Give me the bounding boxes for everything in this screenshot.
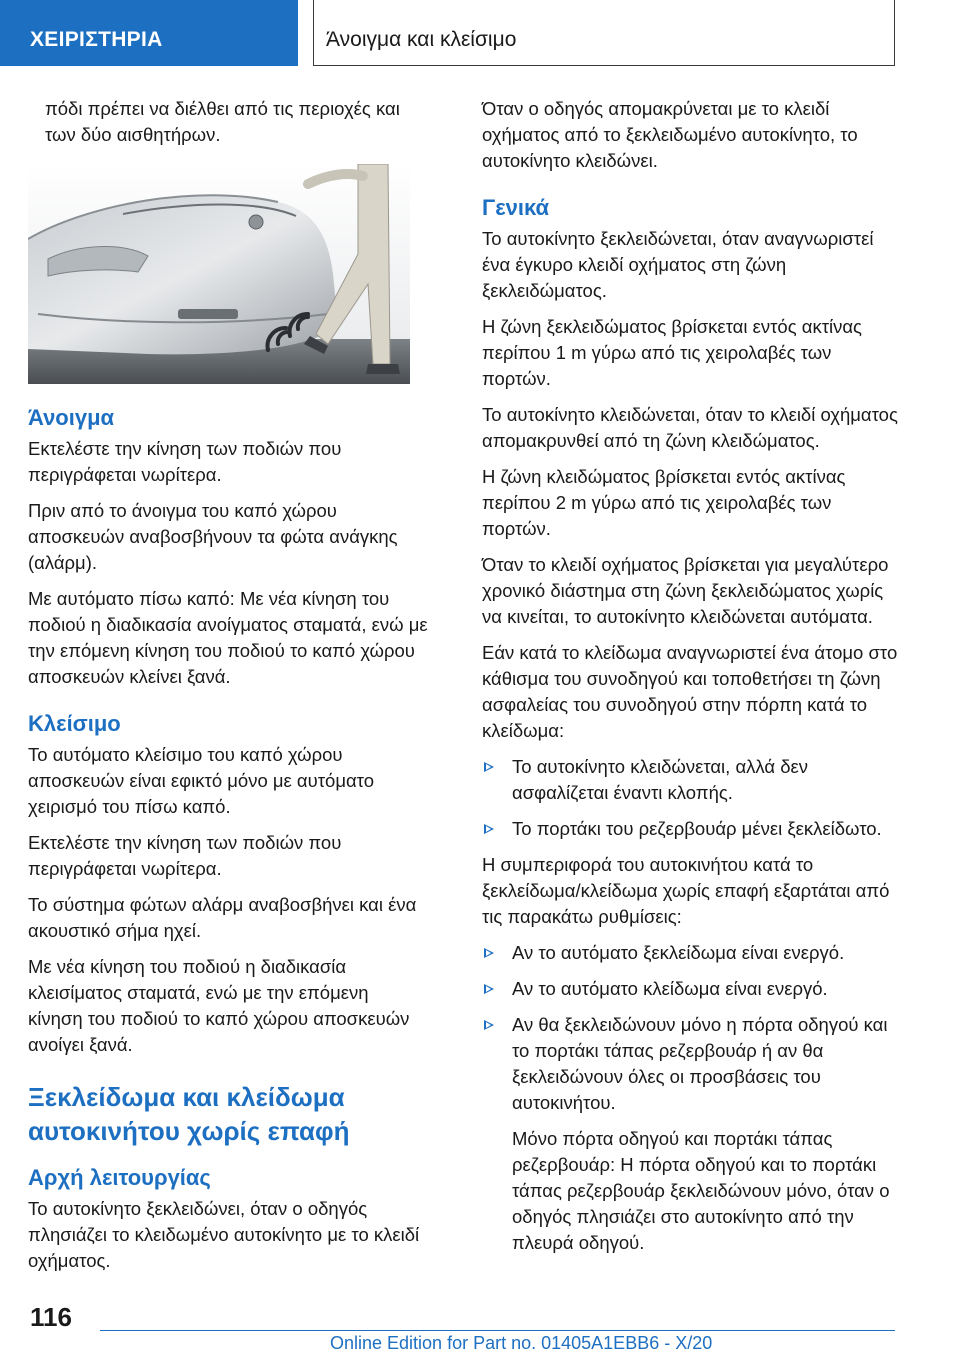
footer-divider — [100, 1330, 895, 1331]
general-paragraph: Το αυτοκίνητο κλειδώνεται, όταν το κλειδί οχήματος απομακρυνθεί από τη ζώνη κλειδώματος. — [482, 404, 898, 451]
general-paragraph: Η ζώνη ξεκλειδώματος βρίσκεται εντός ακτίνας περίπου 1 m γύρω από τις χειρολαβές των πορτών. — [482, 316, 862, 389]
general-paragraph: Το αυτοκίνητο ξεκλειδώνεται, όταν αναγνωριστεί ένα έγκυρο κλειδί οχήματος στη ζώνη ξεκλειδώματος. — [482, 228, 874, 301]
general-paragraph: Εάν κατά το κλείδωμα αναγνωριστεί ένα άτομο στο κάθισμα του συνοδηγού και τοποθετήσει τη ζώνη ασφαλείας του συνοδηγού στην πόρπη κατά το κλείδωμα: — [482, 642, 898, 741]
opening-paragraph: Πριν από το άνοιγμα του καπό χώρου αποσκευών αναβοσβήνουν τα φώτα ανάγκης (αλάρμ). — [28, 500, 398, 573]
triangle-bullet-icon — [484, 1020, 494, 1030]
keyless-heading: Ξεκλείδωμα και κλείδωμα αυτοκινήτου χωρίς επαφή — [28, 1082, 350, 1146]
triangle-bullet-icon — [484, 948, 494, 958]
triangle-bullet-icon — [484, 762, 494, 772]
chapter-title: Άνοιγμα και κλείσιμο — [326, 28, 517, 51]
list-item: Το πορτάκι του ρεζερβουάρ μένει ξεκλείδωτο. — [482, 816, 900, 842]
chapter-title-box — [313, 0, 895, 66]
closing-paragraph: Το σύστημα φώτων αλάρμ αναβοσβήνει και ένα ακουστικό σήμα ηχεί. — [28, 894, 417, 941]
bullet-list — [482, 754, 900, 842]
triangle-bullet-icon — [484, 824, 494, 834]
right-column — [482, 96, 900, 1266]
sub-paragraph: Μόνο πόρτα οδηγού και πορτάκι τάπας ρεζερβουάρ: Η πόρτα οδηγού και το πορτάκι τάπας ρεζερβουάρ ξεκλειδώνουν μόνο, όταν ο οδηγός πλησιάζει στο αυτοκίνητο από την πλευρά οδηγού. — [512, 1128, 890, 1253]
general-paragraph: Όταν το κλειδί οχήματος βρίσκεται για μεγαλύτερο χρονικό διάστημα στη ζώνη ξεκλειδώματος χωρίς να κινείται, το αυτοκίνητο κλειδώνεται αυτόματα. — [482, 554, 889, 627]
intro-paragraph: Όταν ο οδηγός απομακρύνεται με το κλειδί οχήματος από το ξεκλειδωμένο αυτοκίνητο, το αυτοκίνητο κλειδώνει. — [482, 98, 858, 171]
closing-heading: Κλείσιμο — [28, 711, 121, 736]
opening-heading: Άνοιγμα — [28, 405, 115, 430]
opening-paragraph: Με αυτόματο πίσω καπό: Με νέα κίνηση του ποδιού η διαδικασία ανοίγματος σταματά, ενώ με την επόμενη κίνηση του ποδιού το καπό χώρου αποσκευών κλείνει ξανά. — [28, 588, 428, 687]
general-paragraph: Η ζώνη κλειδώματος βρίσκεται εντός ακτίνας περίπου 2 m γύρω από τις χειρολαβές των πορτών. — [482, 466, 846, 539]
closing-paragraph: Το αυτόματο κλείσιμο του καπό χώρου αποσκευών είναι εφικτό μόνο με αυτόματο χειρισμό του πίσω καπό. — [28, 744, 375, 817]
list-item: Αν το αυτόματο κλείδωμα είναι ενεργό. — [482, 976, 900, 1002]
page-number: 116 — [30, 1302, 72, 1332]
bullet-list — [482, 940, 900, 1116]
trunk-foot-sensor-illustration — [28, 164, 410, 384]
section-tab: ΧΕΙΡΙΣΤΗΡΙΑ — [0, 0, 298, 66]
triangle-bullet-icon — [484, 984, 494, 994]
general-heading: Γενικά — [482, 195, 550, 220]
opening-paragraph: Εκτελέστε την κίνηση των ποδιών που περιγράφεται νωρίτερα. — [28, 438, 342, 485]
principle-paragraph: Το αυτοκίνητο ξεκλειδώνει, όταν ο οδηγός πλησιάζει το κλειδωμένο αυτοκίνητο με το κλειδί οχήματος. — [28, 1198, 420, 1271]
page-header — [0, 0, 960, 68]
closing-paragraph: Με νέα κίνηση του ποδιού η διαδικασία κλεισίματος σταματά, ενώ με την επόμενη κίνηση του ποδιού το καπό χώρου αποσκευών ανοίγει ξανά. — [28, 956, 410, 1055]
list-item: Το αυτοκίνητο κλειδώνεται, αλλά δεν ασφαλίζεται έναντι κλοπής. — [482, 754, 900, 806]
list-item: Αν το αυτόματο ξεκλείδωμα είναι ενεργό. — [482, 940, 900, 966]
intro-continuation: πόδι πρέπει να διέλθει από τις περιοχές και των δύο αισθητήρων. — [45, 98, 400, 145]
list-item: Αν θα ξεκλειδώνουν μόνο η πόρτα οδηγού και το πορτάκι τάπας ρεζερβουάρ ή αν θα ξεκλειδώνουν όλες οι προσβάσεις του αυτοκινήτου. — [482, 1012, 900, 1116]
left-column — [28, 96, 428, 1284]
principle-heading: Αρχή λειτουργίας — [28, 1165, 211, 1190]
edition-text: Online Edition for Part no. 01405A1EBB6 - X/20 — [330, 1333, 713, 1353]
behavior-paragraph: Η συμπεριφορά του αυτοκινήτου κατά το ξεκλείδωμα/κλείδωμα χωρίς επαφή εξαρτάται από τις παρακάτω ρυθμίσεις: — [482, 854, 890, 927]
closing-paragraph: Εκτελέστε την κίνηση των ποδιών που περιγράφεται νωρίτερα. — [28, 832, 342, 879]
